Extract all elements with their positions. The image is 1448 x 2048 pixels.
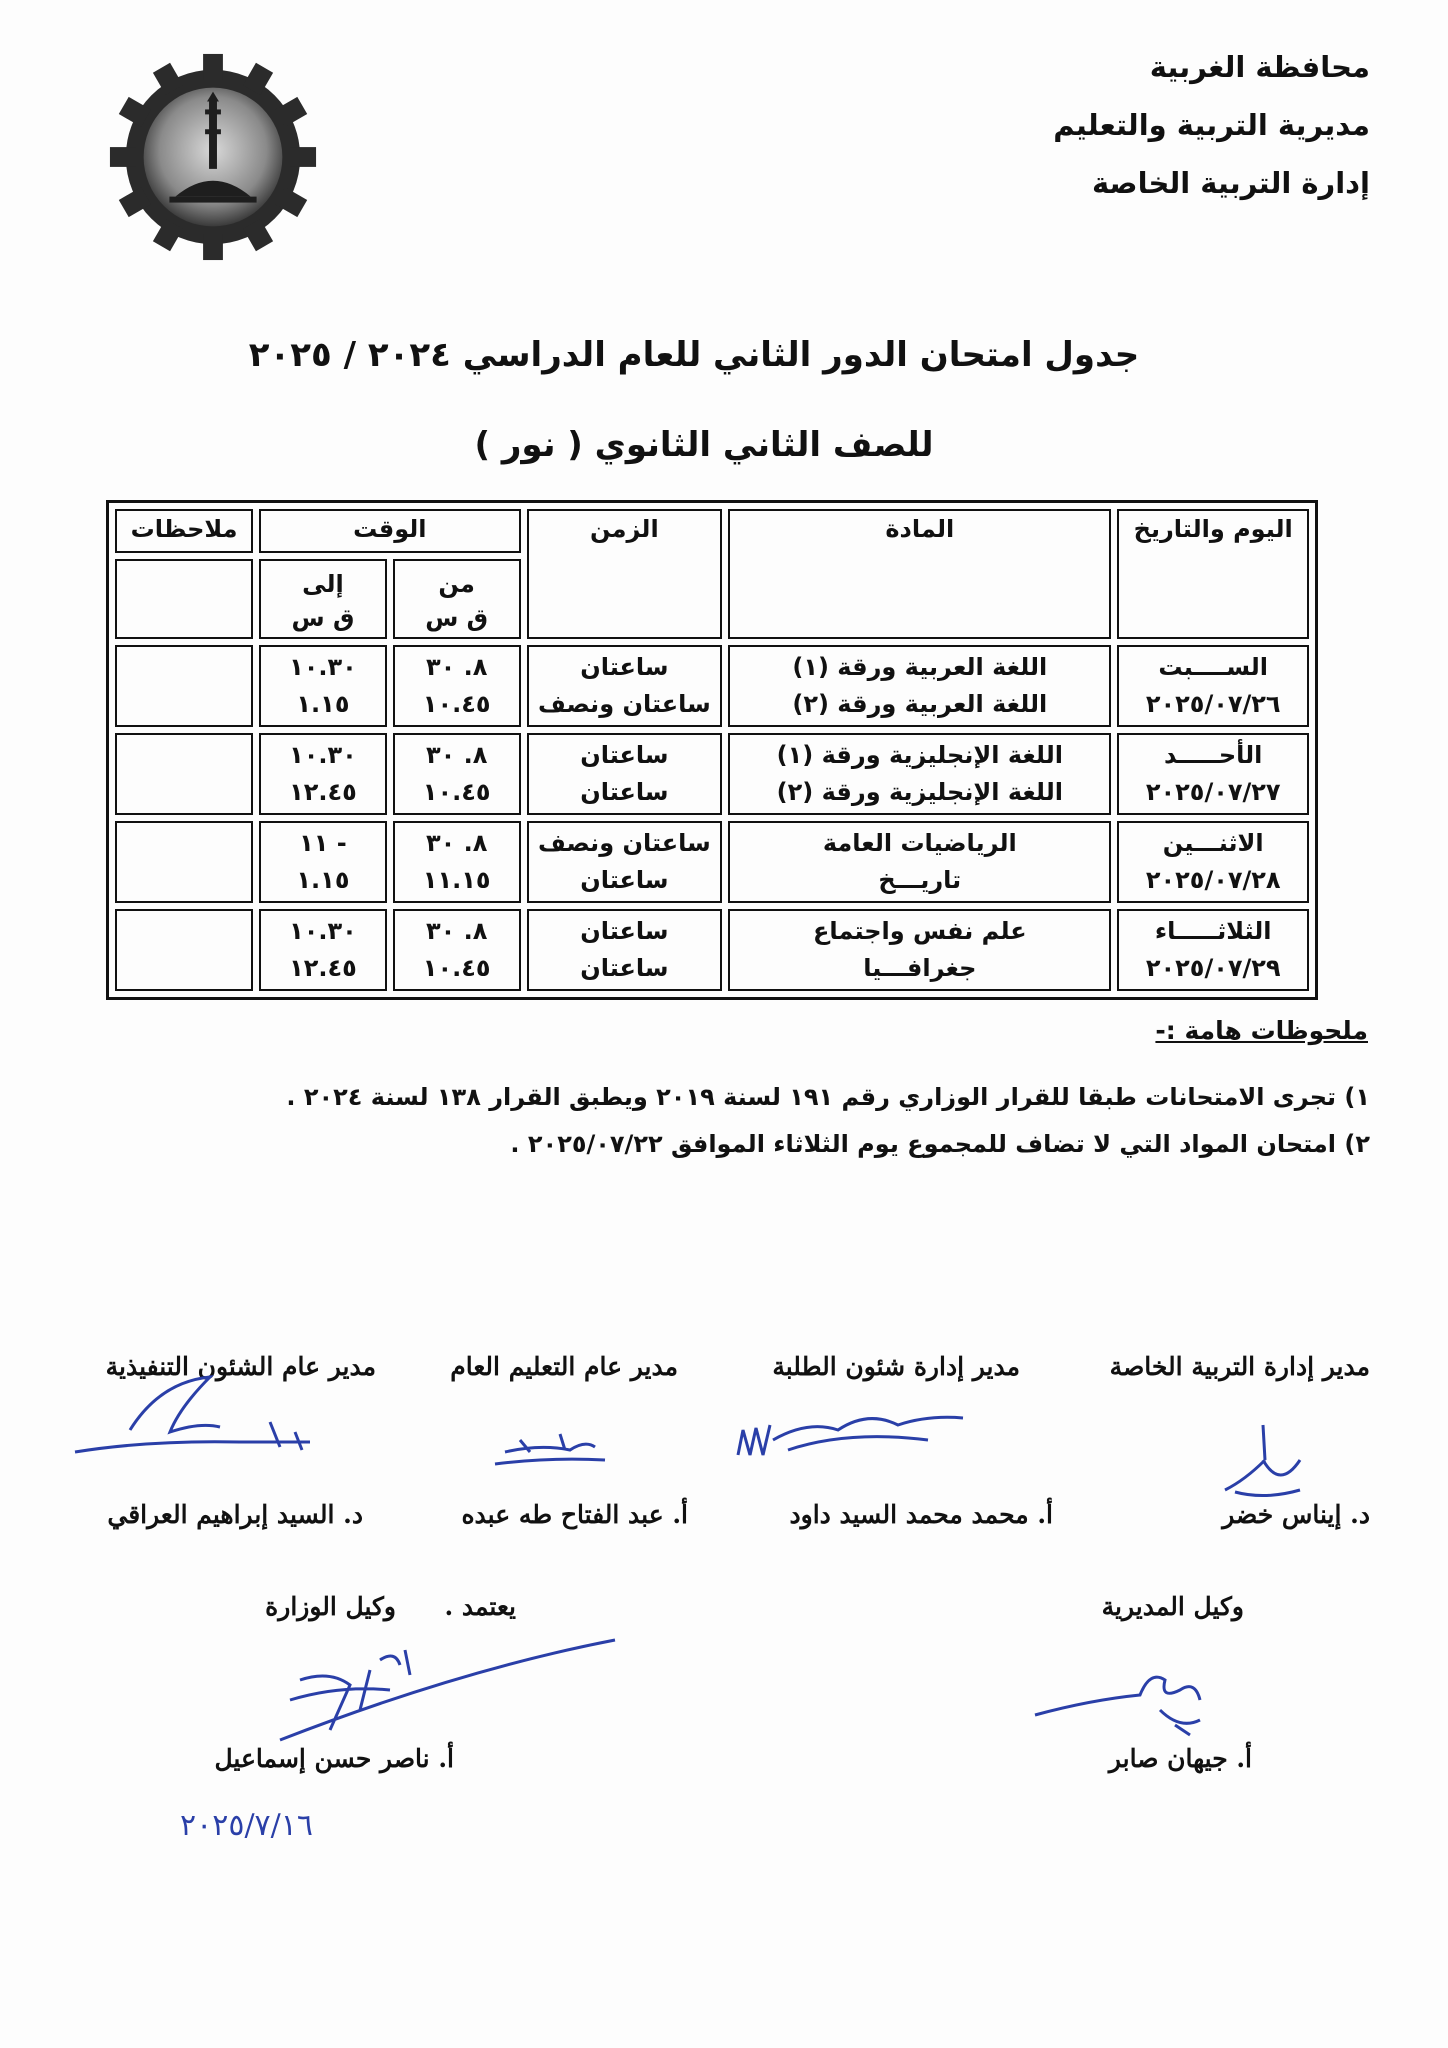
directorate-name: مديرية التربية والتعليم: [1053, 108, 1370, 142]
signatory-role: مدير إدارة التربية الخاصة: [1109, 1352, 1370, 1381]
signature-mark: [260, 1630, 620, 1760]
day-name: الســــبت: [1158, 653, 1269, 681]
duration-second: ساعتان: [580, 954, 669, 982]
note-item: ١) تجرى الامتحانات طبقا للقرار الوزاري رقم ١٩١ لسنة ٢٠١٩ ويطبق القرار ١٣٨ لسنة ٢٠٢٤ .: [286, 1083, 1370, 1111]
from-cell: [393, 821, 521, 903]
header-from-unit: ق س: [425, 604, 489, 632]
to-cell: [259, 645, 387, 727]
from-first: ٨. ٣٠: [425, 653, 488, 681]
day-date-cell: [1117, 821, 1309, 903]
from-second: ١٠.٤٥: [422, 690, 491, 718]
table-row: [115, 909, 1309, 991]
subject-second: اللغة الإنجليزية ورقة (٢): [776, 778, 1063, 806]
to-second: ١٢.٤٥: [289, 954, 357, 982]
header-to-label: إلى: [302, 570, 344, 598]
signature-mark: [728, 1400, 968, 1470]
important-notes-title: ملحوظات هامة :-: [1155, 1016, 1368, 1045]
deputy-directorate-name: أ. جيهان صابر: [1108, 1744, 1252, 1773]
notes-empty-cell: [115, 559, 253, 639]
duration-second: ساعتان: [580, 866, 669, 894]
exam-date: ٢٠٢٥/٠٧/٢٦: [1145, 690, 1281, 718]
header-to-unit: ق س: [291, 604, 355, 632]
subject-first: اللغة العربية ورقة (١): [792, 653, 1048, 681]
to-cell: [259, 821, 387, 903]
day-date-cell: [1117, 645, 1309, 727]
duration-cell: [527, 733, 723, 815]
exam-date: ٢٠٢٥/٠٧/٢٨: [1145, 866, 1281, 894]
signatory-role: مدير عام التعليم العام: [450, 1352, 678, 1381]
subject-first: اللغة الإنجليزية ورقة (١): [776, 741, 1063, 769]
header-notes: ملاحظات: [115, 509, 253, 553]
duration-cell: [527, 645, 723, 727]
from-second: ١١.١٥: [422, 866, 491, 894]
department-name: إدارة التربية الخاصة: [1091, 166, 1370, 200]
from-second: ١٠.٤٥: [422, 778, 491, 806]
table-header-row: [115, 509, 1309, 553]
to-first: ١٠.٣٠: [289, 741, 357, 769]
exam-date: ٢٠٢٥/٠٧/٢٩: [1145, 954, 1281, 982]
header-from-label: من: [438, 570, 475, 598]
to-second: ١٢.٤٥: [289, 778, 357, 806]
approval-label: يعتمد .: [444, 1592, 516, 1621]
to-first: ١٠.٣٠: [289, 917, 357, 945]
from-first: ٨. ٣٠: [425, 917, 488, 945]
duration-first: ساعتان ونصف: [537, 829, 711, 857]
signatory-name: أ. عبد الفتاح طه عبده: [461, 1500, 688, 1529]
letterhead: [1053, 38, 1370, 212]
table-row: [115, 821, 1309, 903]
signature-mark: [1030, 1650, 1230, 1740]
subject-second: اللغة العربية ورقة (٢): [792, 690, 1048, 718]
from-cell: [393, 645, 521, 727]
table-row: [115, 733, 1309, 815]
header-time: الوقت: [259, 509, 520, 553]
header-day-date: اليوم والتاريخ: [1117, 509, 1309, 639]
to-second: ١.١٥: [296, 866, 350, 894]
signature-mark: [490, 1422, 610, 1472]
exam-date: ٢٠٢٥/٠٧/٢٧: [1145, 778, 1281, 806]
signatory-role: مدير عام الشئون التنفيذية: [105, 1352, 376, 1381]
signatory-role: مدير إدارة شئون الطلبة: [772, 1352, 1020, 1381]
subject-cell: [728, 909, 1111, 991]
header-from: [393, 559, 521, 639]
governorate-name: محافظة الغربية: [1149, 50, 1370, 84]
signatory-name: أ. محمد محمد السيد داود: [789, 1500, 1053, 1529]
signatory-name: د. إيناس خضر: [1222, 1500, 1370, 1529]
subject-second: جغرافـــيا: [863, 954, 977, 982]
duration-second: ساعتان ونصف: [537, 690, 711, 718]
duration-second: ساعتان: [580, 778, 669, 806]
ministry-deputy-role: وكيل الوزارة: [265, 1592, 396, 1621]
notes-cell: [115, 821, 253, 903]
governorate-gear-emblem-icon: [104, 48, 322, 266]
header-duration: الزمن: [527, 509, 723, 639]
duration-cell: [527, 821, 723, 903]
handwritten-date: ٢٠٢٥/٧/١٦: [180, 1808, 314, 1843]
schedule-title: جدول امتحان الدور الثاني للعام الدراسي ٢٠٢٤ / ٢٠٢٥: [248, 335, 1140, 375]
signature-mark: [1205, 1420, 1315, 1510]
to-first: - ١١: [299, 829, 347, 857]
notes-cell: [115, 645, 253, 727]
header-to: [259, 559, 387, 639]
signatory-name: د. السيد إبراهيم العراقي: [107, 1500, 363, 1529]
duration-cell: [527, 909, 723, 991]
exam-schedule-table: [106, 500, 1318, 1000]
notes-cell: [115, 733, 253, 815]
day-name: الأحـــــد: [1163, 741, 1263, 769]
note-item: ٢) امتحان المواد التي لا تضاف للمجموع يوم الثلاثاء الموافق ٢٠٢٥/٠٧/٢٢ .: [510, 1130, 1370, 1158]
to-cell: [259, 909, 387, 991]
to-cell: [259, 733, 387, 815]
day-date-cell: [1117, 733, 1309, 815]
to-second: ١.١٥: [296, 690, 350, 718]
duration-first: ساعتان: [580, 917, 669, 945]
ministry-deputy-name: أ. ناصر حسن إسماعيل: [214, 1744, 454, 1773]
deputy-directorate-role: وكيل المديرية: [1101, 1592, 1244, 1621]
subject-second: تاريـــخ: [878, 866, 962, 894]
subject-first: الرياضيات العامة: [822, 829, 1017, 857]
day-date-cell: [1117, 909, 1309, 991]
subject-first: علم نفس واجتماع: [812, 917, 1027, 945]
duration-first: ساعتان: [580, 653, 669, 681]
subject-cell: [728, 645, 1111, 727]
table-row: [115, 645, 1309, 727]
day-name: الاثنـــين: [1162, 829, 1264, 857]
notes-cell: [115, 909, 253, 991]
subject-cell: [728, 821, 1111, 903]
from-cell: [393, 733, 521, 815]
duration-first: ساعتان: [580, 741, 669, 769]
schedule-subtitle: للصف الثاني الثانوي ( نور ): [474, 425, 934, 465]
day-name: الثلاثـــــاء: [1154, 917, 1272, 945]
header-subject: المادة: [728, 509, 1111, 639]
from-first: ٨. ٣٠: [425, 741, 488, 769]
to-first: ١٠.٣٠: [289, 653, 357, 681]
signature-mark: [70, 1372, 330, 1467]
from-second: ١٠.٤٥: [422, 954, 491, 982]
from-cell: [393, 909, 521, 991]
from-first: ٨. ٣٠: [425, 829, 488, 857]
subject-cell: [728, 733, 1111, 815]
